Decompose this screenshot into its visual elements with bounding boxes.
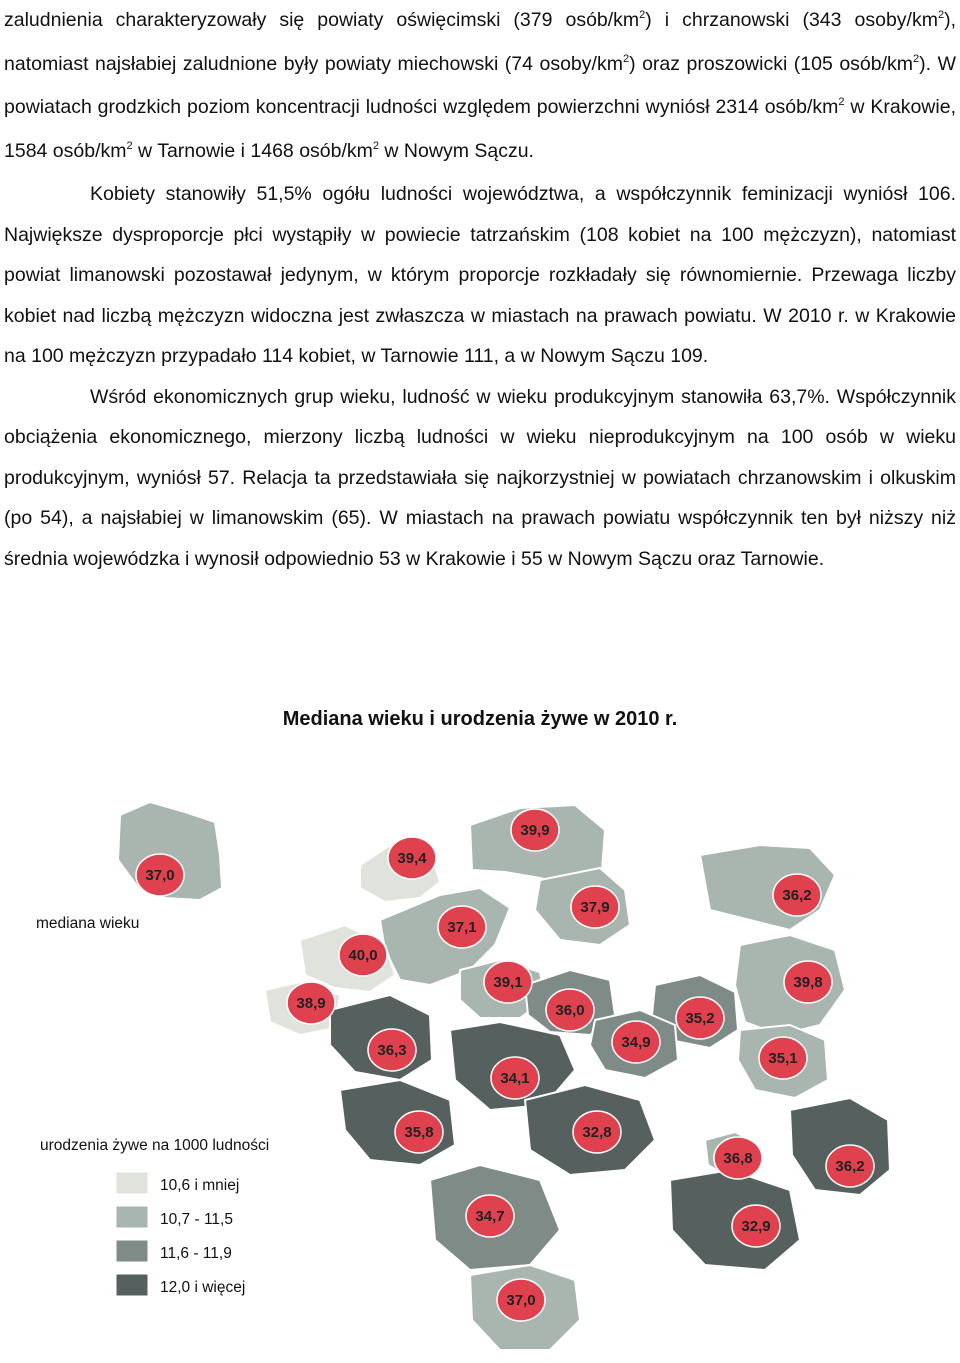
paragraph-feminization: Kobiety stanowiły 51,5% ogółu ludności województwa, a współczynnik feminizacji wyniósł 106. Największe dysproporcje płci wystąpiły w powiecie tatrzańskim (108 kobiet na 100 mężczyzn), natomiast powiat limanowski pozostawał jedynym, w którym proporcje rozkładały się równomiernie. Przewaga liczby kobiet nad liczbą mężczyzn widoczna jest zwłaszcza w miastach na prawach powiatu. W 2010 r. w Krakowie na 100 mężczyzn przypadało 114 kobiet, w Tarnowie 111, a w Nowym Sączu 109. <box>4 183 956 367</box>
text-run: ) i chrzanowski (343 osoby/km <box>645 9 938 31</box>
legend-label-3: 11,6 - 11,9 <box>160 1245 232 1262</box>
median-value: 36,3 <box>377 1042 407 1059</box>
text-run: ). W powiatach grodzkich poziom koncentracji ludności względem powierzchni wyniósł 2314 osób/km <box>4 52 956 118</box>
body-text <box>4 0 956 579</box>
median-marker <box>339 934 387 976</box>
median-value: 32,8 <box>582 1124 612 1141</box>
superscript: 2 <box>622 52 630 65</box>
legend-title: urodzenia żywe na 1000 ludności <box>40 1137 270 1154</box>
superscript: 2 <box>937 9 945 21</box>
superscript: 2 <box>639 9 646 21</box>
superscript: 2 <box>126 139 133 152</box>
legend-swatch-4 <box>116 1274 148 1296</box>
median-value: 34,1 <box>500 1070 530 1087</box>
median-marker <box>759 1037 807 1079</box>
superscript: 2 <box>838 96 845 108</box>
median-marker <box>612 1021 660 1063</box>
median-marker <box>511 809 559 851</box>
median-marker <box>773 874 821 916</box>
median-marker <box>466 1195 514 1237</box>
median-marker <box>676 997 724 1039</box>
median-marker <box>388 837 436 879</box>
median-marker <box>368 1029 416 1071</box>
median-value: 39,1 <box>493 974 523 991</box>
median-value: 35,8 <box>404 1124 434 1141</box>
median-marker <box>714 1137 762 1179</box>
median-age-label: mediana wieku <box>36 915 140 932</box>
median-value: 35,1 <box>768 1050 798 1067</box>
median-value: 35,2 <box>685 1010 715 1027</box>
median-value: 36,2 <box>835 1158 865 1175</box>
median-marker <box>497 1279 545 1321</box>
legend-swatch-2 <box>116 1206 148 1228</box>
median-value: 39,4 <box>397 850 427 867</box>
legend-label-1: 10,6 i mniej <box>160 1177 240 1194</box>
median-value: 37,9 <box>580 899 610 916</box>
map-title: Mediana wieku i urodzenia żywe w 2010 r. <box>282 708 678 730</box>
paragraph-population-density <box>4 0 956 174</box>
choropleth-map <box>0 760 960 1360</box>
median-marker <box>546 989 594 1031</box>
text-run: w Nowym Sączu. <box>379 139 534 162</box>
paragraph-economic-groups: Wśród ekonomicznych grup wieku, ludność w wieku produkcyjnym stanowiła 63,7%. Współczynnik obciążenia ekonomicznego, mierzony liczbą ludności w wieku nieprodukcyjnym na 100 osób w wieku produkcyjnym, wyniósł 57. Relacja ta przedstawiała się najkorzystniej w powiatach chrzanowskim i olkuskim (po 54), a najsłabiej w limanowskim (65). W miastach na prawach powiatu współczynnik ten był niższy niż średnia wojewódzka i wynosił odpowiednio 53 w Krakowie i 55 w Nowym Sączu oraz Tarnowie. <box>4 385 956 570</box>
legend-label-4: 12,0 i więcej <box>160 1279 246 1296</box>
legend-swatch-1 <box>116 1172 148 1194</box>
median-value: 36,8 <box>723 1150 753 1167</box>
median-value: 38,9 <box>296 995 326 1012</box>
median-marker <box>491 1057 539 1099</box>
median-value: 40,0 <box>348 947 378 964</box>
median-marker <box>573 1111 621 1153</box>
median-value: 39,9 <box>520 822 550 839</box>
median-marker <box>395 1111 443 1153</box>
text-run: ), natomiast najsłabiej zaludnione były powiaty miechowski (74 osoby/km <box>4 9 956 75</box>
median-value: 34,7 <box>475 1208 505 1225</box>
median-marker <box>571 886 619 928</box>
median-marker <box>784 961 832 1003</box>
median-marker <box>136 854 184 896</box>
text-run: zaludnienia charakteryzowały się powiaty oświęcimski (379 osób/km <box>4 9 640 31</box>
legend <box>116 1172 245 1296</box>
median-marker <box>826 1145 874 1187</box>
median-value: 39,8 <box>793 974 823 991</box>
superscript: 2 <box>913 52 920 65</box>
median-marker <box>732 1205 780 1247</box>
median-value: 37,1 <box>447 919 477 936</box>
superscript: 2 <box>372 139 380 152</box>
median-value: 36,0 <box>555 1002 585 1019</box>
text-run: w Krakowie, 1584 osób/km <box>4 96 956 162</box>
median-marker <box>287 982 335 1024</box>
legend-label-2: 10,7 - 11,5 <box>160 1211 233 1228</box>
median-marker <box>438 906 486 948</box>
text-run: ) oraz proszowicki (105 osób/km <box>629 52 914 75</box>
median-marker <box>484 961 532 1003</box>
text-run: w Tarnowie i 1468 osób/km <box>132 139 373 162</box>
median-value: 37,0 <box>145 867 175 884</box>
median-value: 36,2 <box>782 887 812 904</box>
median-value: 37,0 <box>506 1292 536 1309</box>
median-value: 32,9 <box>741 1218 771 1235</box>
median-value: 34,9 <box>621 1034 651 1051</box>
legend-swatch-3 <box>116 1240 148 1262</box>
